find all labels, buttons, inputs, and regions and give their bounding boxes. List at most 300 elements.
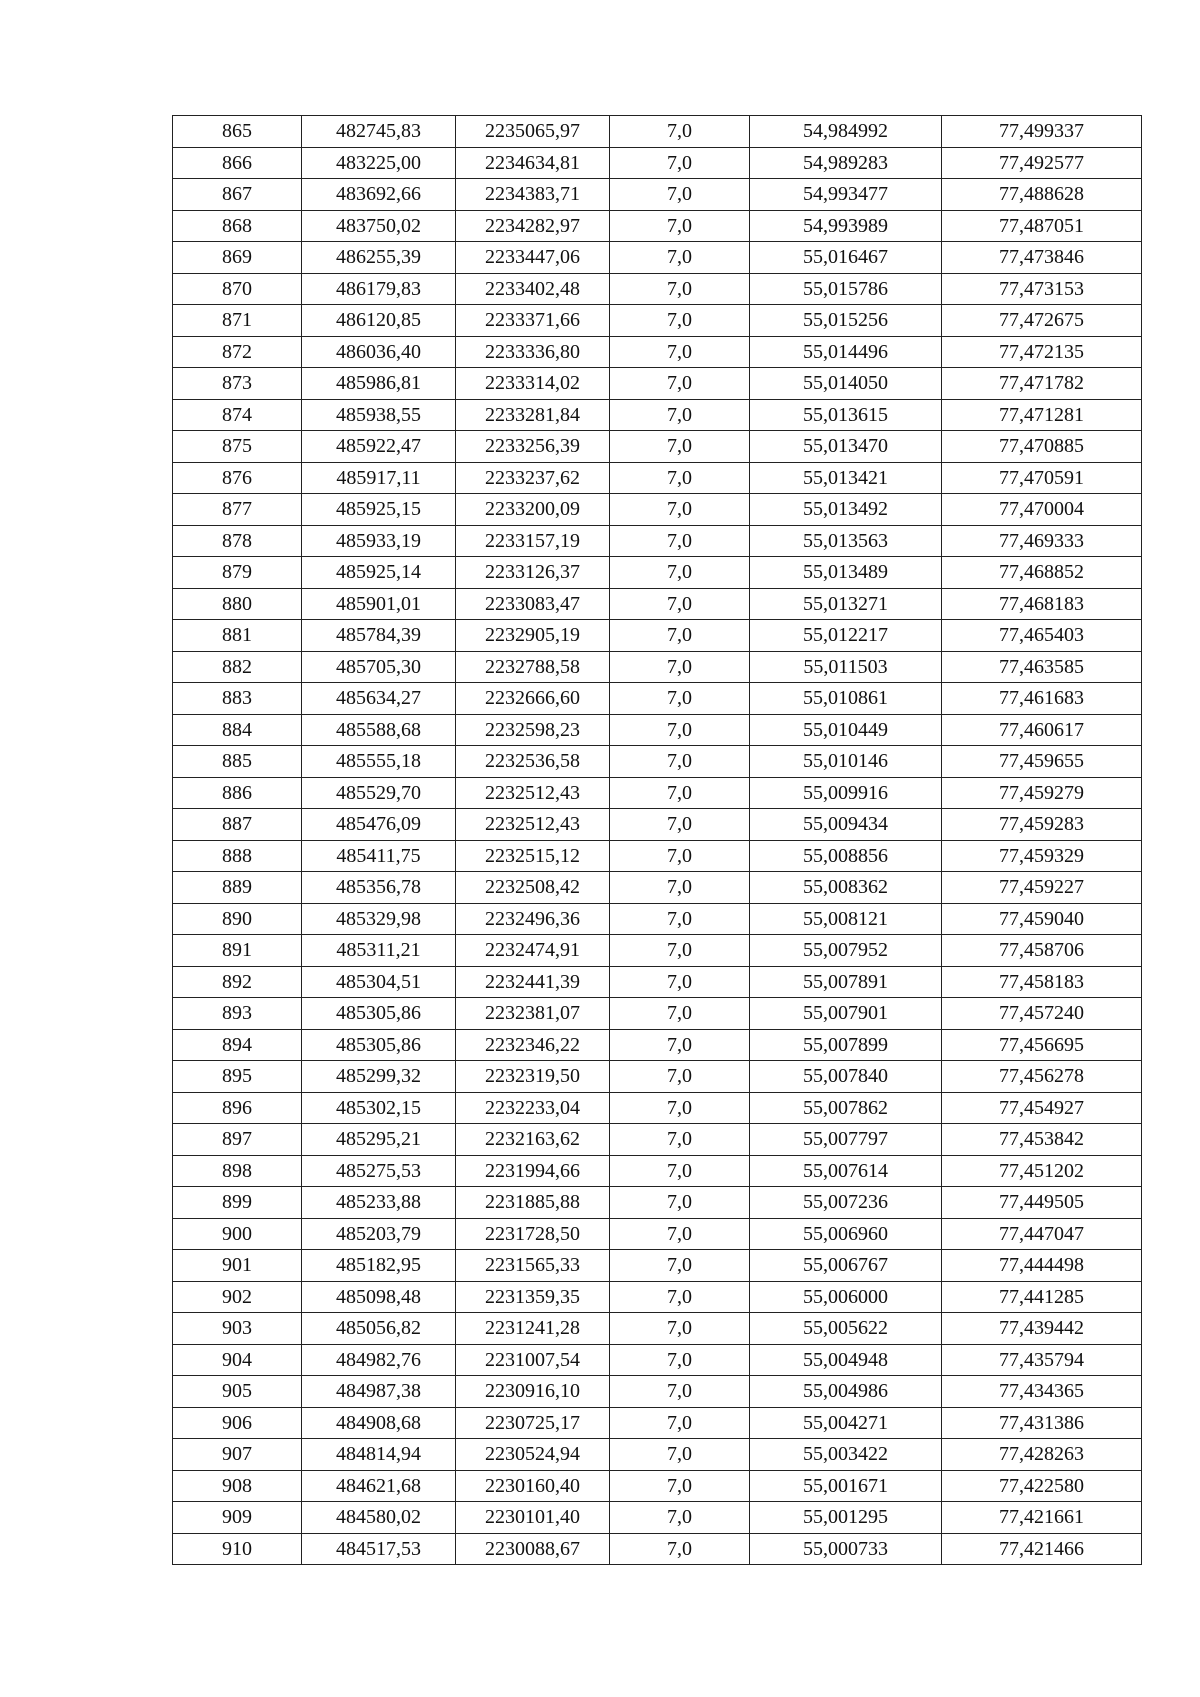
latitude-cell: 55,001295 (750, 1502, 942, 1534)
table-row (173, 336, 1142, 368)
longitude-cell: 77,458706 (942, 935, 1142, 967)
point-number-cell: 897 (173, 1124, 302, 1156)
point-number-cell: 877 (173, 494, 302, 526)
latitude-cell: 55,015256 (750, 305, 942, 337)
latitude-cell: 55,006000 (750, 1281, 942, 1313)
y-coordinate-cell: 2232346,22 (456, 1029, 610, 1061)
table-row (173, 1124, 1142, 1156)
table-row (173, 242, 1142, 274)
table-row (173, 1376, 1142, 1408)
point-number-cell: 884 (173, 714, 302, 746)
table-row (173, 1061, 1142, 1093)
value-cell: 7,0 (610, 336, 750, 368)
table-row (173, 179, 1142, 211)
longitude-cell: 77,459040 (942, 903, 1142, 935)
x-coordinate-cell: 484621,68 (302, 1470, 456, 1502)
y-coordinate-cell: 2234383,71 (456, 179, 610, 211)
value-cell: 7,0 (610, 147, 750, 179)
longitude-cell: 77,459329 (942, 840, 1142, 872)
y-coordinate-cell: 2233314,02 (456, 368, 610, 400)
point-number-cell: 895 (173, 1061, 302, 1093)
point-number-cell: 873 (173, 368, 302, 400)
longitude-cell: 77,456695 (942, 1029, 1142, 1061)
x-coordinate-cell: 485275,53 (302, 1155, 456, 1187)
point-number-cell: 868 (173, 210, 302, 242)
x-coordinate-cell: 485925,14 (302, 557, 456, 589)
point-number-cell: 901 (173, 1250, 302, 1282)
longitude-cell: 77,421466 (942, 1533, 1142, 1565)
latitude-cell: 55,012217 (750, 620, 942, 652)
y-coordinate-cell: 2233447,06 (456, 242, 610, 274)
value-cell: 7,0 (610, 1250, 750, 1282)
latitude-cell: 55,004948 (750, 1344, 942, 1376)
latitude-cell: 55,013470 (750, 431, 942, 463)
y-coordinate-cell: 2231994,66 (456, 1155, 610, 1187)
x-coordinate-cell: 485098,48 (302, 1281, 456, 1313)
latitude-cell: 54,989283 (750, 147, 942, 179)
longitude-cell: 77,459227 (942, 872, 1142, 904)
value-cell: 7,0 (610, 1407, 750, 1439)
value-cell: 7,0 (610, 242, 750, 274)
latitude-cell: 55,007797 (750, 1124, 942, 1156)
longitude-cell: 77,470885 (942, 431, 1142, 463)
latitude-cell: 55,010861 (750, 683, 942, 715)
latitude-cell: 55,013492 (750, 494, 942, 526)
longitude-cell: 77,456278 (942, 1061, 1142, 1093)
x-coordinate-cell: 485203,79 (302, 1218, 456, 1250)
longitude-cell: 77,421661 (942, 1502, 1142, 1534)
x-coordinate-cell: 486179,83 (302, 273, 456, 305)
x-coordinate-cell: 485476,09 (302, 809, 456, 841)
longitude-cell: 77,428263 (942, 1439, 1142, 1471)
longitude-cell: 77,459655 (942, 746, 1142, 778)
value-cell: 7,0 (610, 714, 750, 746)
latitude-cell: 55,007236 (750, 1187, 942, 1219)
x-coordinate-cell: 485356,78 (302, 872, 456, 904)
y-coordinate-cell: 2233126,37 (456, 557, 610, 589)
longitude-cell: 77,444498 (942, 1250, 1142, 1282)
x-coordinate-cell: 485925,15 (302, 494, 456, 526)
latitude-cell: 55,013421 (750, 462, 942, 494)
point-number-cell: 899 (173, 1187, 302, 1219)
y-coordinate-cell: 2231241,28 (456, 1313, 610, 1345)
value-cell: 7,0 (610, 1439, 750, 1471)
x-coordinate-cell: 484814,94 (302, 1439, 456, 1471)
longitude-cell: 77,431386 (942, 1407, 1142, 1439)
table-row (173, 777, 1142, 809)
point-number-cell: 866 (173, 147, 302, 179)
value-cell: 7,0 (610, 1281, 750, 1313)
longitude-cell: 77,435794 (942, 1344, 1142, 1376)
latitude-cell: 55,008121 (750, 903, 942, 935)
point-number-cell: 904 (173, 1344, 302, 1376)
table-row (173, 1344, 1142, 1376)
latitude-cell: 55,013615 (750, 399, 942, 431)
x-coordinate-cell: 484982,76 (302, 1344, 456, 1376)
longitude-cell: 77,459279 (942, 777, 1142, 809)
point-number-cell: 876 (173, 462, 302, 494)
x-coordinate-cell: 483750,02 (302, 210, 456, 242)
table-row (173, 273, 1142, 305)
longitude-cell: 77,459283 (942, 809, 1142, 841)
value-cell: 7,0 (610, 651, 750, 683)
latitude-cell: 55,004271 (750, 1407, 942, 1439)
longitude-cell: 77,488628 (942, 179, 1142, 211)
value-cell: 7,0 (610, 1376, 750, 1408)
latitude-cell: 55,007862 (750, 1092, 942, 1124)
y-coordinate-cell: 2232474,91 (456, 935, 610, 967)
x-coordinate-cell: 485329,98 (302, 903, 456, 935)
point-number-cell: 906 (173, 1407, 302, 1439)
y-coordinate-cell: 2230160,40 (456, 1470, 610, 1502)
point-number-cell: 870 (173, 273, 302, 305)
value-cell: 7,0 (610, 903, 750, 935)
y-coordinate-cell: 2232508,42 (456, 872, 610, 904)
point-number-cell: 869 (173, 242, 302, 274)
x-coordinate-cell: 485784,39 (302, 620, 456, 652)
table-row (173, 966, 1142, 998)
point-number-cell: 882 (173, 651, 302, 683)
x-coordinate-cell: 485634,27 (302, 683, 456, 715)
table-row (173, 557, 1142, 589)
table-row (173, 998, 1142, 1030)
table-row (173, 872, 1142, 904)
y-coordinate-cell: 2231359,35 (456, 1281, 610, 1313)
longitude-cell: 77,449505 (942, 1187, 1142, 1219)
coordinates-table (172, 115, 1142, 1565)
table-row (173, 683, 1142, 715)
x-coordinate-cell: 485056,82 (302, 1313, 456, 1345)
x-coordinate-cell: 485938,55 (302, 399, 456, 431)
value-cell: 7,0 (610, 1187, 750, 1219)
latitude-cell: 55,009434 (750, 809, 942, 841)
value-cell: 7,0 (610, 210, 750, 242)
longitude-cell: 77,468852 (942, 557, 1142, 589)
point-number-cell: 905 (173, 1376, 302, 1408)
table-row (173, 1155, 1142, 1187)
table-row (173, 809, 1142, 841)
y-coordinate-cell: 2232319,50 (456, 1061, 610, 1093)
value-cell: 7,0 (610, 1218, 750, 1250)
latitude-cell: 55,007952 (750, 935, 942, 967)
point-number-cell: 871 (173, 305, 302, 337)
value-cell: 7,0 (610, 809, 750, 841)
x-coordinate-cell: 484517,53 (302, 1533, 456, 1565)
y-coordinate-cell: 2230524,94 (456, 1439, 610, 1471)
x-coordinate-cell: 485555,18 (302, 746, 456, 778)
y-coordinate-cell: 2233281,84 (456, 399, 610, 431)
point-number-cell: 878 (173, 525, 302, 557)
table-row (173, 1533, 1142, 1565)
table-body (173, 116, 1142, 1565)
point-number-cell: 889 (173, 872, 302, 904)
longitude-cell: 77,447047 (942, 1218, 1142, 1250)
table-row (173, 494, 1142, 526)
y-coordinate-cell: 2233083,47 (456, 588, 610, 620)
point-number-cell: 902 (173, 1281, 302, 1313)
value-cell: 7,0 (610, 588, 750, 620)
table-row (173, 368, 1142, 400)
y-coordinate-cell: 2233336,80 (456, 336, 610, 368)
x-coordinate-cell: 485299,32 (302, 1061, 456, 1093)
longitude-cell: 77,473846 (942, 242, 1142, 274)
table-row (173, 651, 1142, 683)
point-number-cell: 892 (173, 966, 302, 998)
point-number-cell: 867 (173, 179, 302, 211)
y-coordinate-cell: 2232515,12 (456, 840, 610, 872)
latitude-cell: 55,007899 (750, 1029, 942, 1061)
longitude-cell: 77,468183 (942, 588, 1142, 620)
table-row (173, 1281, 1142, 1313)
longitude-cell: 77,453842 (942, 1124, 1142, 1156)
value-cell: 7,0 (610, 494, 750, 526)
y-coordinate-cell: 2232788,58 (456, 651, 610, 683)
table-row (173, 399, 1142, 431)
x-coordinate-cell: 484580,02 (302, 1502, 456, 1534)
table-row (173, 1250, 1142, 1282)
latitude-cell: 55,007840 (750, 1061, 942, 1093)
longitude-cell: 77,471281 (942, 399, 1142, 431)
value-cell: 7,0 (610, 557, 750, 589)
y-coordinate-cell: 2232163,62 (456, 1124, 610, 1156)
x-coordinate-cell: 485311,21 (302, 935, 456, 967)
longitude-cell: 77,487051 (942, 210, 1142, 242)
longitude-cell: 77,434365 (942, 1376, 1142, 1408)
table-row (173, 431, 1142, 463)
table-row (173, 588, 1142, 620)
value-cell: 7,0 (610, 179, 750, 211)
latitude-cell: 55,004986 (750, 1376, 942, 1408)
longitude-cell: 77,469333 (942, 525, 1142, 557)
x-coordinate-cell: 485233,88 (302, 1187, 456, 1219)
latitude-cell: 55,010449 (750, 714, 942, 746)
latitude-cell: 55,007901 (750, 998, 942, 1030)
x-coordinate-cell: 486255,39 (302, 242, 456, 274)
latitude-cell: 55,007891 (750, 966, 942, 998)
table-row (173, 1439, 1142, 1471)
value-cell: 7,0 (610, 1155, 750, 1187)
longitude-cell: 77,470591 (942, 462, 1142, 494)
value-cell: 7,0 (610, 1061, 750, 1093)
value-cell: 7,0 (610, 1344, 750, 1376)
y-coordinate-cell: 2230725,17 (456, 1407, 610, 1439)
latitude-cell: 55,006960 (750, 1218, 942, 1250)
x-coordinate-cell: 485295,21 (302, 1124, 456, 1156)
point-number-cell: 881 (173, 620, 302, 652)
y-coordinate-cell: 2232905,19 (456, 620, 610, 652)
value-cell: 7,0 (610, 462, 750, 494)
x-coordinate-cell: 485305,86 (302, 1029, 456, 1061)
table-row (173, 903, 1142, 935)
point-number-cell: 883 (173, 683, 302, 715)
x-coordinate-cell: 485986,81 (302, 368, 456, 400)
y-coordinate-cell: 2232512,43 (456, 777, 610, 809)
longitude-cell: 77,441285 (942, 1281, 1142, 1313)
x-coordinate-cell: 485304,51 (302, 966, 456, 998)
longitude-cell: 77,472675 (942, 305, 1142, 337)
y-coordinate-cell: 2232381,07 (456, 998, 610, 1030)
table-row (173, 1218, 1142, 1250)
table-row (173, 1407, 1142, 1439)
value-cell: 7,0 (610, 399, 750, 431)
y-coordinate-cell: 2232233,04 (456, 1092, 610, 1124)
point-number-cell: 872 (173, 336, 302, 368)
longitude-cell: 77,461683 (942, 683, 1142, 715)
latitude-cell: 55,014496 (750, 336, 942, 368)
table-row (173, 840, 1142, 872)
point-number-cell: 900 (173, 1218, 302, 1250)
latitude-cell: 55,008362 (750, 872, 942, 904)
x-coordinate-cell: 485922,47 (302, 431, 456, 463)
y-coordinate-cell: 2231885,88 (456, 1187, 610, 1219)
y-coordinate-cell: 2232512,43 (456, 809, 610, 841)
point-number-cell: 909 (173, 1502, 302, 1534)
point-number-cell: 894 (173, 1029, 302, 1061)
point-number-cell: 890 (173, 903, 302, 935)
value-cell: 7,0 (610, 777, 750, 809)
y-coordinate-cell: 2232496,36 (456, 903, 610, 935)
point-number-cell: 865 (173, 116, 302, 148)
point-number-cell: 874 (173, 399, 302, 431)
point-number-cell: 885 (173, 746, 302, 778)
latitude-cell: 55,006767 (750, 1250, 942, 1282)
latitude-cell: 55,001671 (750, 1470, 942, 1502)
point-number-cell: 880 (173, 588, 302, 620)
point-number-cell: 893 (173, 998, 302, 1030)
latitude-cell: 54,984992 (750, 116, 942, 148)
table-row (173, 1502, 1142, 1534)
table-row (173, 525, 1142, 557)
value-cell: 7,0 (610, 1502, 750, 1534)
longitude-cell: 77,460617 (942, 714, 1142, 746)
value-cell: 7,0 (610, 368, 750, 400)
longitude-cell: 77,451202 (942, 1155, 1142, 1187)
point-number-cell: 879 (173, 557, 302, 589)
longitude-cell: 77,473153 (942, 273, 1142, 305)
x-coordinate-cell: 485917,11 (302, 462, 456, 494)
latitude-cell: 55,013271 (750, 588, 942, 620)
latitude-cell: 55,013489 (750, 557, 942, 589)
table-row (173, 620, 1142, 652)
table-row (173, 714, 1142, 746)
y-coordinate-cell: 2233237,62 (456, 462, 610, 494)
longitude-cell: 77,470004 (942, 494, 1142, 526)
x-coordinate-cell: 482745,83 (302, 116, 456, 148)
point-number-cell: 886 (173, 777, 302, 809)
point-number-cell: 891 (173, 935, 302, 967)
value-cell: 7,0 (610, 872, 750, 904)
value-cell: 7,0 (610, 1313, 750, 1345)
table-row (173, 462, 1142, 494)
latitude-cell: 54,993477 (750, 179, 942, 211)
table-row (173, 210, 1142, 242)
latitude-cell: 55,010146 (750, 746, 942, 778)
point-number-cell: 887 (173, 809, 302, 841)
point-number-cell: 888 (173, 840, 302, 872)
x-coordinate-cell: 485305,86 (302, 998, 456, 1030)
table-row (173, 305, 1142, 337)
y-coordinate-cell: 2232666,60 (456, 683, 610, 715)
value-cell: 7,0 (610, 998, 750, 1030)
x-coordinate-cell: 485901,01 (302, 588, 456, 620)
latitude-cell: 54,993989 (750, 210, 942, 242)
y-coordinate-cell: 2232441,39 (456, 966, 610, 998)
table-row (173, 1313, 1142, 1345)
latitude-cell: 55,016467 (750, 242, 942, 274)
value-cell: 7,0 (610, 273, 750, 305)
longitude-cell: 77,463585 (942, 651, 1142, 683)
value-cell: 7,0 (610, 1470, 750, 1502)
y-coordinate-cell: 2233402,48 (456, 273, 610, 305)
x-coordinate-cell: 485182,95 (302, 1250, 456, 1282)
latitude-cell: 55,011503 (750, 651, 942, 683)
x-coordinate-cell: 484908,68 (302, 1407, 456, 1439)
longitude-cell: 77,439442 (942, 1313, 1142, 1345)
value-cell: 7,0 (610, 525, 750, 557)
y-coordinate-cell: 2232598,23 (456, 714, 610, 746)
y-coordinate-cell: 2235065,97 (456, 116, 610, 148)
value-cell: 7,0 (610, 840, 750, 872)
table-row (173, 1187, 1142, 1219)
point-number-cell: 910 (173, 1533, 302, 1565)
point-number-cell: 896 (173, 1092, 302, 1124)
point-number-cell: 875 (173, 431, 302, 463)
x-coordinate-cell: 485302,15 (302, 1092, 456, 1124)
y-coordinate-cell: 2233157,19 (456, 525, 610, 557)
table-row (173, 116, 1142, 148)
x-coordinate-cell: 485705,30 (302, 651, 456, 683)
latitude-cell: 55,014050 (750, 368, 942, 400)
latitude-cell: 55,003422 (750, 1439, 942, 1471)
table-row (173, 1092, 1142, 1124)
point-number-cell: 907 (173, 1439, 302, 1471)
point-number-cell: 898 (173, 1155, 302, 1187)
x-coordinate-cell: 485411,75 (302, 840, 456, 872)
y-coordinate-cell: 2230101,40 (456, 1502, 610, 1534)
table-row (173, 935, 1142, 967)
longitude-cell: 77,471782 (942, 368, 1142, 400)
table-row (173, 1029, 1142, 1061)
x-coordinate-cell: 486036,40 (302, 336, 456, 368)
value-cell: 7,0 (610, 683, 750, 715)
point-number-cell: 903 (173, 1313, 302, 1345)
latitude-cell: 55,009916 (750, 777, 942, 809)
x-coordinate-cell: 483225,00 (302, 147, 456, 179)
longitude-cell: 77,458183 (942, 966, 1142, 998)
y-coordinate-cell: 2233371,66 (456, 305, 610, 337)
table-row (173, 147, 1142, 179)
longitude-cell: 77,465403 (942, 620, 1142, 652)
point-number-cell: 908 (173, 1470, 302, 1502)
latitude-cell: 55,007614 (750, 1155, 942, 1187)
table-row (173, 1470, 1142, 1502)
value-cell: 7,0 (610, 746, 750, 778)
value-cell: 7,0 (610, 620, 750, 652)
longitude-cell: 77,454927 (942, 1092, 1142, 1124)
y-coordinate-cell: 2230088,67 (456, 1533, 610, 1565)
x-coordinate-cell: 484987,38 (302, 1376, 456, 1408)
latitude-cell: 55,015786 (750, 273, 942, 305)
x-coordinate-cell: 485529,70 (302, 777, 456, 809)
y-coordinate-cell: 2233256,39 (456, 431, 610, 463)
y-coordinate-cell: 2230916,10 (456, 1376, 610, 1408)
y-coordinate-cell: 2231007,54 (456, 1344, 610, 1376)
longitude-cell: 77,492577 (942, 147, 1142, 179)
value-cell: 7,0 (610, 1124, 750, 1156)
longitude-cell: 77,422580 (942, 1470, 1142, 1502)
y-coordinate-cell: 2232536,58 (456, 746, 610, 778)
x-coordinate-cell: 485933,19 (302, 525, 456, 557)
